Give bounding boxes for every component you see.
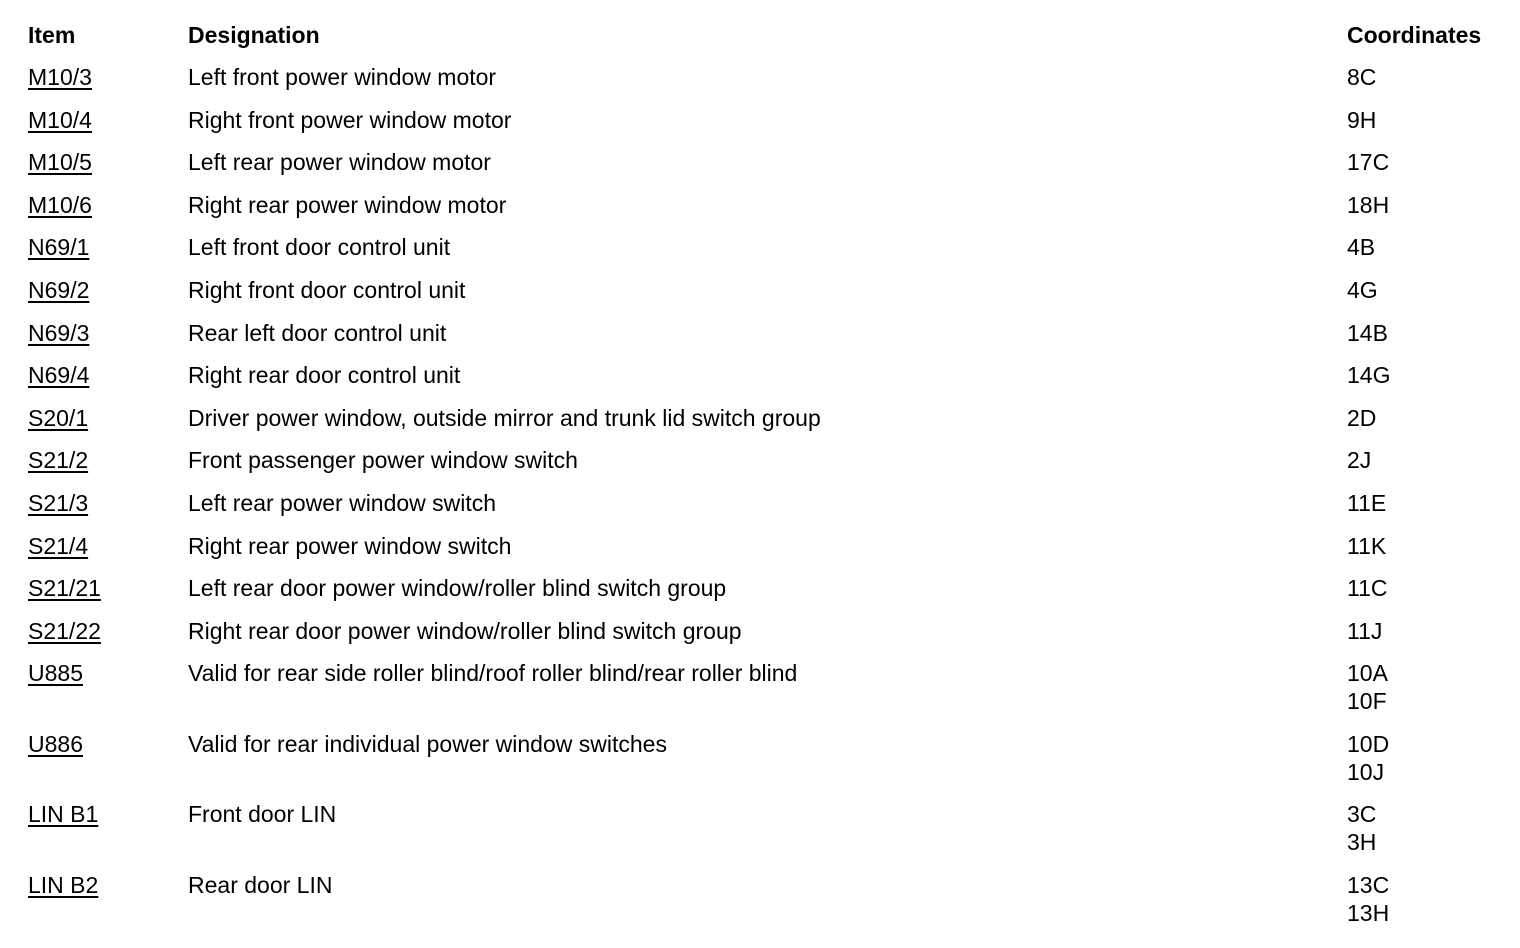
item-cell <box>28 319 188 347</box>
item-link[interactable]: M10/5 <box>28 149 92 176</box>
header-row <box>28 21 1508 63</box>
item-cell <box>28 532 188 560</box>
item-cell <box>28 574 188 602</box>
table-row <box>28 191 1508 234</box>
coordinate-value: 10J <box>1347 758 1385 785</box>
coordinate-value: 17C <box>1347 149 1390 176</box>
item-link[interactable]: M10/4 <box>28 106 92 133</box>
item-cell <box>28 404 188 432</box>
item-link[interactable]: LIN B2 <box>28 871 99 898</box>
table-row <box>28 361 1508 404</box>
item-link[interactable]: LIN B1 <box>28 801 99 828</box>
coordinates-cell <box>1347 532 1508 560</box>
item-cell <box>28 106 188 134</box>
coordinate-value: 10F <box>1347 688 1387 715</box>
coordinate-value: 10A <box>1347 660 1388 687</box>
designation-cell: Valid for rear side roller blind/roof roller blind/rear roller blind <box>188 660 798 687</box>
designation-cell: Left front door control unit <box>188 234 451 261</box>
designation-cell: Rear door LIN <box>188 871 333 898</box>
item-link[interactable]: M10/6 <box>28 191 92 218</box>
coordinate-value: 14B <box>1347 319 1388 346</box>
designation-cell: Right rear door control unit <box>188 362 461 389</box>
designation-cell: Valid for rear individual power window switches <box>188 730 667 757</box>
coordinate-value: 11K <box>1347 532 1387 559</box>
designation-cell: Right rear power window motor <box>188 191 507 218</box>
header-item: Item <box>28 22 76 48</box>
coordinates-cell <box>1347 404 1508 432</box>
table-row <box>28 319 1508 362</box>
coordinate-value: 10D <box>1347 730 1390 757</box>
header-designation: Designation <box>188 22 320 48</box>
coordinates-cell <box>1347 233 1508 261</box>
item-link[interactable]: S21/21 <box>28 575 101 602</box>
coordinates-cell <box>1347 191 1508 219</box>
coordinate-value: 14G <box>1347 362 1391 389</box>
coordinates-cell <box>1347 319 1508 347</box>
coordinates-cell <box>1347 730 1508 786</box>
table-body <box>28 63 1508 941</box>
designation-cell: Left rear power window switch <box>188 489 497 516</box>
coordinate-value: 11J <box>1347 617 1383 644</box>
designation-cell: Right front door control unit <box>188 276 466 303</box>
item-cell <box>28 63 188 91</box>
coordinate-value: 13H <box>1347 899 1390 926</box>
item-link[interactable]: U886 <box>28 730 83 757</box>
designation-cell: Right rear power window switch <box>188 532 512 559</box>
item-cell <box>28 191 188 219</box>
coordinate-value: 18H <box>1347 191 1390 218</box>
table-row <box>28 532 1508 575</box>
coordinate-value: 4B <box>1347 234 1376 261</box>
coordinate-value: 8C <box>1347 64 1377 90</box>
coordinate-value: 13C <box>1347 871 1390 898</box>
item-link[interactable]: S21/22 <box>28 617 101 644</box>
table-row <box>28 276 1508 319</box>
item-link[interactable]: N69/1 <box>28 234 90 261</box>
legend-table <box>28 21 1508 941</box>
coordinates-cell <box>1347 276 1508 304</box>
item-cell <box>28 361 188 389</box>
coordinates-cell <box>1347 574 1508 602</box>
designation-cell: Left rear power window motor <box>188 149 491 176</box>
item-link[interactable]: S21/3 <box>28 489 89 516</box>
coordinate-value: 2J <box>1347 447 1372 474</box>
item-link[interactable]: N69/2 <box>28 276 90 303</box>
table-row <box>28 106 1508 149</box>
coordinates-cell <box>1347 361 1508 389</box>
item-cell <box>28 233 188 261</box>
item-link[interactable]: S21/4 <box>28 532 89 559</box>
item-link[interactable]: U885 <box>28 660 83 687</box>
table-row <box>28 730 1508 801</box>
coordinates-cell <box>1347 871 1508 927</box>
designation-cell: Rear left door control unit <box>188 319 447 346</box>
item-cell <box>28 617 188 645</box>
coordinates-cell <box>1347 617 1508 645</box>
coordinates-cell <box>1347 489 1508 517</box>
coordinate-value: 11E <box>1347 489 1387 516</box>
item-cell <box>28 446 188 474</box>
designation-cell: Front door LIN <box>188 801 337 828</box>
item-link[interactable]: N69/3 <box>28 319 90 346</box>
table-row <box>28 233 1508 276</box>
coordinate-value: 11C <box>1347 575 1388 602</box>
table-row <box>28 659 1508 730</box>
table-row <box>28 574 1508 617</box>
table-row <box>28 489 1508 532</box>
item-link[interactable]: S21/2 <box>28 447 89 474</box>
designation-cell: Front passenger power window switch <box>188 447 578 474</box>
item-link[interactable]: N69/4 <box>28 362 90 389</box>
coordinate-value: 3H <box>1347 829 1377 856</box>
coordinates-cell <box>1347 659 1508 715</box>
coordinates-cell <box>1347 148 1508 176</box>
item-link[interactable]: M10/3 <box>28 64 92 90</box>
header-coordinates: Coordinates <box>1347 22 1482 48</box>
table-row <box>28 148 1508 191</box>
designation-cell: Right front power window motor <box>188 106 512 133</box>
designation-cell: Right rear door power window/roller blind switch group <box>188 617 742 644</box>
table-row <box>28 404 1508 447</box>
coordinates-cell <box>1347 63 1508 91</box>
coordinates-cell <box>1347 106 1508 134</box>
designation-cell: Left rear door power window/roller blind switch group <box>188 575 727 602</box>
coordinate-value: 4G <box>1347 276 1378 303</box>
item-cell <box>28 489 188 517</box>
item-cell <box>28 659 188 687</box>
table-row <box>28 800 1508 871</box>
item-link[interactable]: S20/1 <box>28 404 89 431</box>
item-cell <box>28 730 188 758</box>
coordinates-cell <box>1347 800 1508 856</box>
table-row <box>28 871 1508 942</box>
coordinate-value: 3C <box>1347 801 1377 828</box>
item-cell <box>28 871 188 899</box>
item-cell <box>28 148 188 176</box>
coordinates-cell <box>1347 446 1508 474</box>
table-row <box>28 446 1508 489</box>
coordinate-value: 2D <box>1347 404 1377 431</box>
coordinate-value: 9H <box>1347 106 1377 133</box>
table-row <box>28 617 1508 660</box>
item-cell <box>28 800 188 828</box>
table-row <box>28 63 1508 106</box>
designation-cell: Driver power window, outside mirror and trunk lid switch group <box>188 404 821 431</box>
item-cell <box>28 276 188 304</box>
designation-cell: Left front power window motor <box>188 64 497 90</box>
